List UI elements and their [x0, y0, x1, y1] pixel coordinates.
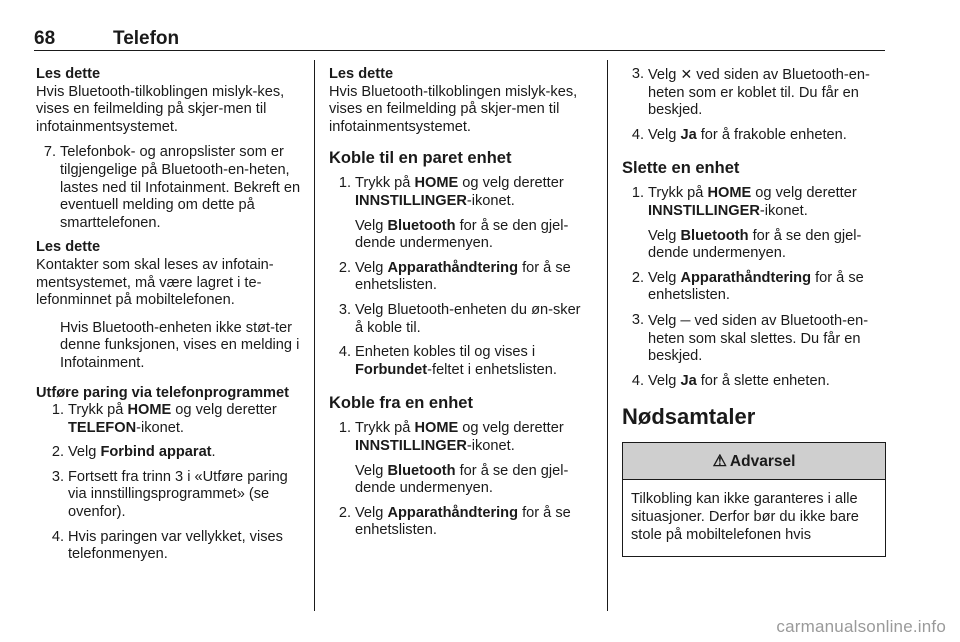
list-item: 2. Velg Forbind apparat. — [51, 444, 216, 461]
warning-title: Advarsel — [729, 452, 796, 470]
list-item: 2. Velg Apparathåndtering for å se enhetslisten. — [338, 259, 571, 294]
warning-box — [622, 442, 886, 557]
list-item: 4. Hvis paringen var vellykket, vises telefonmenyen. — [51, 528, 283, 563]
page-number: 68 — [34, 28, 56, 49]
section-heading-large: Nødsamtaler — [622, 404, 756, 430]
note-label: Les dette — [329, 66, 394, 82]
list-item: 3. Velg ✕ ved siden av Bluetooth-en-heten som er koblet til. Du får en beskjed. — [631, 66, 870, 119]
warning-header — [623, 443, 885, 480]
column-3 — [622, 66, 884, 557]
note-text: Hvis Bluetooth-tilkoblingen mislyk-kes, vises en feilmelding på skjer-men til infotainmentsystemet. — [329, 83, 578, 135]
warning-text: Tilkobling kan ikke garanteres i alle situasjoner. Derfor bør du ikke bare stole på mobiltelefonen hvis — [631, 491, 859, 543]
list-item: 2. Velg Apparathåndtering for å se enhetslisten. — [338, 504, 571, 539]
page-header — [34, 28, 884, 52]
list-item: 1. Trykk på HOME og velg deretter INNSTILLINGER-ikonet. Velg Bluetooth for å se den gjel-dende undermenyen. — [631, 185, 862, 262]
list-item — [36, 144, 301, 232]
section-heading: Utføre paring via telefonprogrammet — [36, 384, 289, 401]
page-title: Telefon — [113, 28, 180, 49]
list-item: 4. Enheten kobles til og vises i Forbundet-feltet i enhetslisten. — [338, 344, 557, 378]
note-text: Hvis Bluetooth-tilkoblingen mislyk-kes, vises en feilmelding på skjer-men til infotainmentsystemet. — [36, 83, 285, 135]
watermark: carmanualsonline.info — [776, 617, 946, 636]
list-item: 3. Fortsett fra trinn 3 i «Utføre paring via innstillingsprogrammet» (se ovenfor). — [51, 468, 288, 521]
warning-icon: ⚠ — [712, 452, 727, 470]
list-item: 1. Trykk på HOME og velg deretter TELEFON-ikonet. — [51, 402, 277, 436]
note-text: Kontakter som skal leses av infotain-mentsystemet, må være lagret i te-lefonminnet på mobiltelefonen. — [36, 256, 274, 309]
list-text: Telefonbok- og anropslister som er tilgjengelige på Bluetooth-en-heten, lastes ned til Infotainment. Bekreft en eventuell melding om dette på smarttelefonen. — [60, 144, 301, 231]
list-number: 7. — [43, 144, 56, 161]
section-heading: Koble fra en enhet — [329, 394, 473, 413]
indented-paragraph: Hvis Bluetooth-enheten ikke støt-ter denne funksjonen, vises en melding i Infotainment. — [60, 319, 300, 371]
note-label: Les dette — [36, 239, 101, 256]
list-item: 2. Velg Apparathåndtering for å se enhetslisten. — [631, 269, 864, 304]
list-item: 3. Velg Bluetooth-enheten du øn-sker å koble til. — [338, 301, 581, 336]
section-heading: Slette en enhet — [622, 159, 740, 178]
list-item: 4. Velg Ja for å slette enheten. — [631, 372, 830, 389]
column-divider-2 — [607, 60, 608, 611]
list-item: 3. Velg ─ ved siden av Bluetooth-en-heten som skal slettes. Du får en beskjed. — [631, 311, 869, 365]
note-label: Les dette — [36, 66, 101, 82]
list-item: 4. Velg Ja for å frakoble enheten. — [631, 126, 847, 143]
list-item: 1. Trykk på HOME og velg deretter INNSTILLINGER-ikonet. Velg Bluetooth for å se den gjel-dende undermenyen. — [338, 175, 569, 252]
section-heading: Koble til en paret enhet — [329, 149, 512, 168]
minus-icon: ─ — [680, 311, 691, 328]
column-divider-1 — [314, 60, 315, 611]
column-1 — [36, 66, 301, 571]
column-2 — [329, 66, 591, 547]
close-icon: ✕ — [680, 66, 693, 82]
list-item: 1. Trykk på HOME og velg deretter INNSTILLINGER-ikonet. Velg Bluetooth for å se den gjel-dende undermenyen. — [338, 420, 569, 497]
header-rule — [34, 50, 885, 51]
